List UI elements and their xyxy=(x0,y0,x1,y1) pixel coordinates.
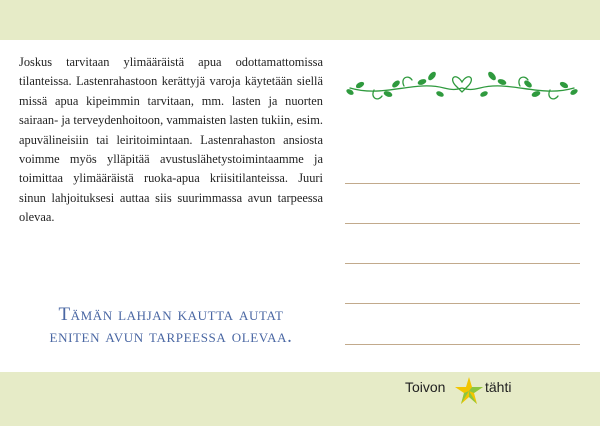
top-band xyxy=(0,0,600,40)
writing-line xyxy=(345,344,580,345)
highlight-line-1: Tämän lahjan kautta autat xyxy=(58,304,284,325)
logo-word-toivon: Toivon xyxy=(405,379,446,395)
writing-line xyxy=(345,303,580,304)
vine-ornament-icon xyxy=(344,68,580,108)
writing-line xyxy=(345,183,580,184)
highlight-line-2: eniten avun tarpeessa olevaa. xyxy=(49,326,293,347)
star-icon xyxy=(453,375,485,407)
writing-line xyxy=(345,223,580,224)
body-paragraph: Joskus tarvitaan ylimääräistä apua odottamattomissa tilanteissa. Lastenrahastoon kerättyjä varoja käytetään siellä missä apua kipeimmin tarvitaan, mm. lasten ja nuorten sairaan- ja terveydenhoitoon, vammaisten lasten tukiin, esim. apuvälineisiin tai leiritoimintaan. Lastenrahaston ansiosta voimme myös ylläpitää avustuslähetystoimintaamme ja toimittaa ylimääräistä ruoka-apua kriisitilanteissa. Juuri sinun lahjoituksesi auttaa siis suurimmassa avun tarpeessa olevaa. xyxy=(19,55,323,225)
toivon-tahti-logo xyxy=(405,374,535,408)
highlight-text xyxy=(19,304,323,348)
writing-line xyxy=(345,263,580,264)
logo-word-tahti: tähti xyxy=(485,379,512,395)
